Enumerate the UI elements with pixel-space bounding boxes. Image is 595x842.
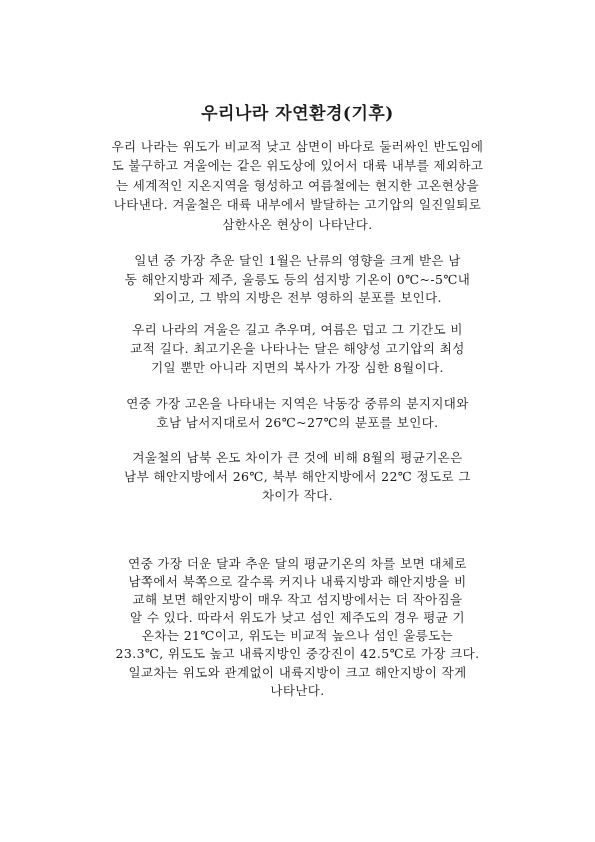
paragraph-line: 차이가 작다. [261, 488, 334, 503]
paragraph-line: 삼한사온 현상이 나타난다. [222, 216, 373, 232]
paragraph-line: 는 세계적인 지온지역을 형성하고 여름철에는 현지한 고온현상을 [115, 177, 480, 193]
paragraph-line: 일년 중 가장 추운 달인 1월은 난류의 영향을 크게 받은 남 [134, 253, 461, 268]
paragraph-temperature-range [40, 555, 555, 700]
paragraph-line: 나타낸다. 겨울철은 대륙 내부에서 발달하는 고기압의 일진일퇴로 [113, 197, 482, 213]
paragraph-january-temperature [40, 252, 555, 308]
paragraph-hottest-regions [40, 395, 555, 432]
paragraph-line: 교해 보면 해안지방이 매우 작고 섬지방에서는 더 작아짐을 [132, 592, 463, 608]
paragraph-line: 알 수 있다. 따라서 위도가 낮고 섬인 제주도의 경우 평균 기 [129, 610, 466, 626]
paragraph-line: 온차는 21℃이고, 위도는 비교적 높으나 섬인 울릉도는 [141, 628, 454, 644]
paragraph-line: 호남 남서지대로서 26℃~27℃의 분포를 보인다. [156, 414, 439, 430]
paragraph-august-temperature [40, 448, 555, 505]
paragraph-line: 연중 가장 고온을 나타내는 지역은 낙동강 중류의 분지지대와 [126, 396, 469, 411]
paragraph-line: 기일 뿐만 아니라 지면의 복사가 가장 심한 8월이다. [151, 360, 444, 375]
paragraph-line: 연중 가장 더운 달과 추운 달의 평균기온의 차를 보면 대체로 [128, 556, 467, 571]
paragraph-line: 외이고, 그 밖의 지방은 전부 영하의 분포를 보인다. [153, 290, 442, 306]
paragraph-line: 23.3℃, 위도도 높고 내륙지방인 중강진이 42.5℃로 가장 크다. [115, 646, 480, 662]
paragraph-line: 도 불구하고 겨울에는 같은 위도상에 있어서 대륙 내부를 제외하고 [111, 158, 484, 174]
paragraph-line: 겨울철의 남북 온도 차이가 큰 것에 비해 8월의 평균기온은 [132, 450, 463, 465]
paragraph-line: 동 해안지방과 제주, 울릉도 등의 섬지방 기온이 0℃~-5℃내 [124, 271, 471, 287]
paragraph-line: 나타난다. [270, 682, 325, 698]
paragraph-line: 남쪽에서 북쪽으로 갈수록 커지나 내륙지방과 해안지방을 비 [128, 574, 467, 590]
paragraph-line: 우리 나라는 위도가 비교적 낮고 삼면이 바다로 둘러싸인 반도임에 [111, 139, 484, 154]
paragraph-line: 일교차는 위도와 관계없이 내륙지방이 크고 해안지방이 작게 [128, 664, 467, 680]
paragraph-line: 교적 길다. 최고기온을 나타나는 달은 해양성 고기압의 최성 [130, 341, 465, 356]
paragraph-line: 남부 해안지방에서 26℃, 북부 해안지방에서 22℃ 정도로 그 [124, 469, 471, 484]
document-title: 우리나라 자연환경(기후) [201, 104, 394, 124]
paragraph-line: 우리 나라의 겨울은 길고 추우며, 여름은 덥고 그 기간도 비 [132, 322, 463, 337]
paragraph-climate-overview [40, 137, 555, 234]
paragraph-seasons [40, 320, 555, 377]
